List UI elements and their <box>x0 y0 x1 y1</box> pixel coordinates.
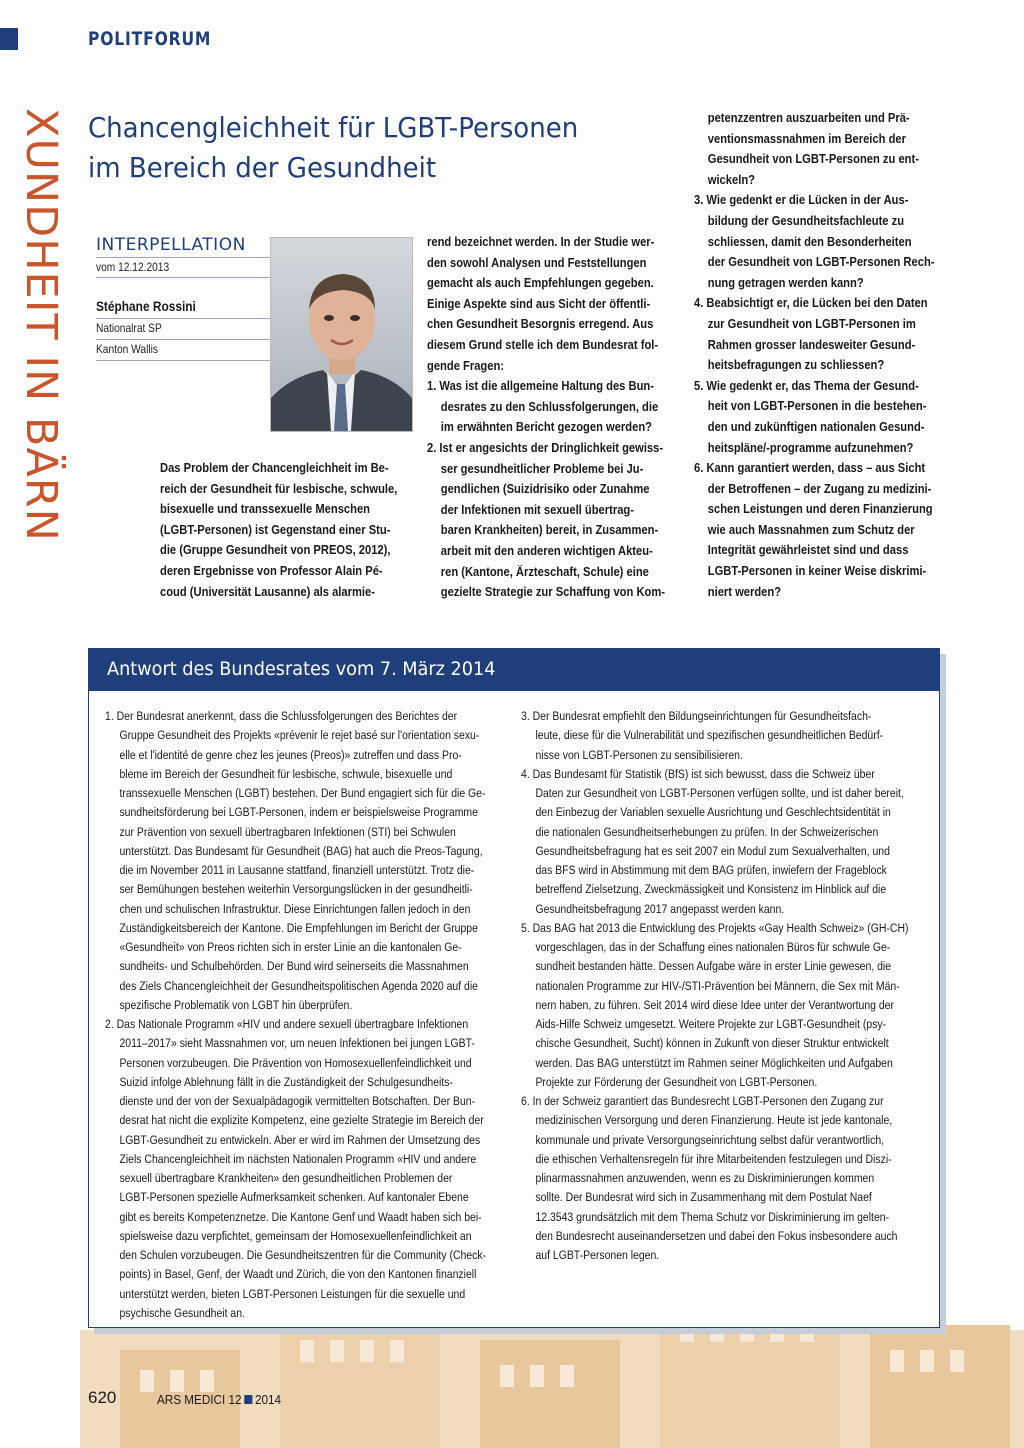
question-item: 5. Wie gedenkt er, das Thema der Gesund- <box>694 377 919 393</box>
text-line: points) in Basel, Genf, der Waadt und Zürich, die von den Kantonen finanziell <box>119 1267 477 1282</box>
answer-box-header <box>89 649 939 691</box>
vertical-column-title <box>14 108 74 542</box>
text-line: Gruppe Gesundheit des Projekts «prévenir le rejet basé sur l'orientation sexu- <box>119 728 480 743</box>
text-line: gendlichen (Suizidrisiko oder Zunahme <box>440 481 650 497</box>
answer-box-title: Antwort des Bundesrates vom 7. März 2014 <box>107 658 496 680</box>
question-item: 3. Wie gedenkt er die Lücken in der Aus- <box>694 192 909 208</box>
answer-item: 1. Der Bundesrat anerkennt, dass die Schlussfolgerungen des Berichtes der <box>105 709 458 723</box>
author-canton: Kanton Wallis <box>96 342 158 356</box>
text-line: die nationalen Gesundheitserhebungen zu prüfen. In der Schweizerischen <box>535 824 879 839</box>
text-line: coud (Universität Lausanne) als alarmie- <box>160 583 375 599</box>
text-line: sundheits- und Schulbehörden. Der Bund wird seinerseits die Massnahmen <box>119 959 469 974</box>
text-line: der Gesundheit von LGBT-Personen Rech- <box>707 254 935 270</box>
text-line: Zuständigkeitsbereich der Kantone. Die Empfehlungen im Bericht der Gruppe <box>119 920 478 935</box>
text-line: der Betroffenen – der Zugang zu medizini- <box>707 480 932 496</box>
text-line: nern haben, zu führen. Seit 2014 wird diese Idee unter der Verantwortung der <box>535 997 894 1012</box>
question-item: 1. Was ist die allgemeine Haltung des Bun- <box>427 378 654 394</box>
text-line: der Infektionen mit sexuell übertrag- <box>440 501 634 517</box>
text-line: 2011–2017» sieht Massnahmen vor, um neuen Infektionen bei jungen LGBT- <box>119 1036 475 1051</box>
answer-box <box>88 648 940 1328</box>
text-line: elle et l'identité de genre chez les jeunes (Preos)» zutreffen und dass Pro- <box>119 747 462 762</box>
text-line: den und zukünftigen nationalen Gesund- <box>707 418 925 434</box>
text-line: leute, diese für die Vulnerabilität und spezifischen gesundheitlichen Bedürf- <box>535 728 884 743</box>
text-line: deren Ergebnisse von Professor Alain Pé- <box>160 562 383 578</box>
author-role: Nationalrat SP <box>96 321 162 335</box>
text-line: Ziels Chancengleichheit im nächsten Nationalen Programm «HIV und andere <box>119 1151 477 1166</box>
text-line: nung getragen werden kann? <box>707 274 864 290</box>
text-line: gibt es bereits Kompetenznetze. Die Kantone Genf und Waadt haben sich bei- <box>119 1209 482 1224</box>
magazine-footer <box>157 1392 281 1407</box>
answer-right-column <box>521 707 919 1265</box>
text-line: (LGBT-Personen) ist Gegenstand einer Stu- <box>160 521 391 537</box>
text-line: sundheit bestanden hätte. Dessen Aufgabe wäre in erster Linie gewesen, die <box>535 959 892 974</box>
text-line: heit von LGBT-Personen in die bestehen- <box>707 398 927 414</box>
answer-item: 3. Der Bundesrat empfiehlt den Bildungseinrichtungen für Gesundheitsfach- <box>521 709 872 723</box>
text-line: die ethischen Verhaltensregeln für ihre Mitarbeitenden festzulegen und Diszi- <box>535 1151 892 1166</box>
answer-item: 6. In der Schweiz garantiert das Bundesrecht LGBT-Personen den Zugang zur <box>521 1094 884 1108</box>
answer-item: 5. Das BAG hat 2013 die Entwicklung des Projekts «Gay Health Schweiz» (GH-CH) <box>521 920 909 935</box>
text-line: dienste und der von der Sexualpädagogik vermittelten Botschaften. Der Bun- <box>119 1094 476 1108</box>
text-line: chische Gesundheit, Sucht) können in Zukunft von dieser Struktur entwickelt <box>535 1036 889 1051</box>
question-item: 2. Ist er angesichts der Dringlichkeit gewiss- <box>427 439 664 455</box>
text-line: Aids-Hilfe Schweiz umgesetzt. Weitere Projekte zur LGBT-Gesundheit (psy- <box>535 1017 887 1031</box>
text-line: Gesundheit von LGBT-Personen zu ent- <box>707 151 919 167</box>
text-line: Projekte zur Förderung der Gesundheit von LGBT-Personen. <box>535 1074 818 1089</box>
section-label: POLITFORUM <box>88 28 212 50</box>
text-line: schliessen, damit den Besonderheiten <box>707 233 912 249</box>
answer-item: 4. Das Bundesamt für Statistik (BfS) ist sich bewusst, dass die Schweiz über <box>521 766 875 781</box>
magazine-name: ARS MEDICI 12 <box>157 1392 242 1407</box>
text-line: psychische Gesundheit an. <box>119 1305 245 1320</box>
text-line: gende Fragen: <box>427 357 505 373</box>
square-separator-icon <box>244 1395 252 1404</box>
text-line: bleme im Bereich der Gesundheit für lesbische, schwule, bisexuelle und <box>119 766 453 781</box>
text-line: spezifische Problematik von LGBT hin überprüfen. <box>119 997 353 1012</box>
text-line: heitspläne/-programme aufzunehmen? <box>707 439 914 455</box>
text-line: des Ziels Chancengleichheit der Gesundheitspolitischen Agenda 2020 auf die <box>119 978 478 993</box>
text-line: niert werden? <box>707 583 782 599</box>
author-name: Stéphane Rossini <box>96 298 196 314</box>
divider <box>96 257 270 258</box>
article-title <box>88 108 658 188</box>
text-line: transsexuelle Menschen (LGBT) bestehen. Der Bund engagiert sich für die Ge- <box>119 786 486 800</box>
text-line: den Einbezug der Variablen sexuelle Ausrichtung und Geschlechtsidentität in <box>535 805 891 820</box>
text-line: sollte. Der Bundesrat wird sich in Zusammenhang mit dem Postulat Naef <box>535 1190 872 1205</box>
text-line: Integrität gewährleistet sind und dass <box>707 542 909 558</box>
text-line: desrat hat nicht die explizite Kompetenz, eine gezielte Strategie im Bereich der <box>119 1113 484 1128</box>
text-line: Gesundheitsbefragung hat es seit 2007 ein Modul zum Sexualverhalten, und <box>535 843 890 858</box>
magazine-year: 2014 <box>255 1392 282 1407</box>
text-line: plinarmassnahmen anzuwenden, wenn es zu Diskriminierungen kommen <box>535 1171 875 1185</box>
question-item: 4. Beabsichtigt er, die Lücken bei den Daten <box>694 295 928 311</box>
text-line: die im November 2011 in Lausanne stattfand, finanziell unterstützt. Trotz die- <box>119 863 475 877</box>
text-line: das BFS wird in Abstimmung mit dem BAG prüfen, inwiefern der Frageblock <box>535 863 887 877</box>
text-line: Gesundheitsbefragung 2017 angepasst werden kann. <box>535 901 785 916</box>
text-line: Daten zur Gesundheit von LGBT-Personen verfügen sollte, und ist daher bereit, <box>535 786 904 800</box>
text-line: Personen vorzubeugen. Die Prävention von Homosexuellenfeindlichkeit und <box>119 1055 472 1070</box>
portrait-illustration <box>271 238 412 431</box>
text-line: heitsbefragungen zu schliessen? <box>707 357 885 373</box>
text-line: die (Gruppe Gesundheit von PREOS, 2012), <box>160 542 391 558</box>
text-line: medizinischen Versorgung und deren Finanzierung. Heute ist jede kantonale, <box>535 1113 893 1128</box>
text-line: den Bundesrecht auseinandersetzen und dabei den Fokus insbesondere auch <box>535 1228 898 1243</box>
vertical-title-text: XUNDHEIT IN BÄRN <box>16 108 66 542</box>
divider <box>96 360 270 361</box>
text-line: spielsweise dazu verpfichtet, gemeinsam der Homosexuellenfeindlichkeit an <box>119 1228 472 1243</box>
author-photo <box>270 237 413 432</box>
text-line: wickeln? <box>707 171 755 187</box>
text-line: reich der Gesundheit für lesbische, schwule, <box>160 480 398 496</box>
text-line: petenzzentren auszuarbeiten und Prä- <box>707 110 910 125</box>
text-line: betreffend Zielsetzung, Zweckmässigkeit und Konsistenz im Hinblick auf die <box>535 882 887 897</box>
article-title-line: Chancengleichheit für LGBT-Personen <box>88 111 579 144</box>
text-line: LGBT-Gesundheit zu entwickeln. Aber er wird im Rahmen der Umsetzung des <box>119 1132 481 1147</box>
answer-item: 2. Das Nationale Programm «HIV und andere sexuell übertragbare Infektionen <box>105 1017 469 1031</box>
text-line: Einige Aspekte sind aus Sicht der öffentli- <box>427 295 651 311</box>
text-line: chen und schulischen Infrastruktur. Diese Einrichtungen fallen jedoch in den <box>119 901 471 916</box>
text-line: im erwähnten Bericht gezogen werden? <box>440 419 652 435</box>
text-line: unterstützt werden, bieten LGBT-Personen Leistungen für die sexuelle und <box>119 1286 466 1301</box>
answer-left-column <box>105 707 503 1323</box>
text-line: LGBT-Personen spezielle Aufmerksamkeit schenken. Auf kantonaler Ebene <box>119 1190 469 1205</box>
text-line: schen Leistungen und deren Finanzierung <box>707 501 933 517</box>
question-item: 6. Kann garantiert werden, dass – aus Sicht <box>694 460 926 476</box>
text-line: ser gesundheitlicher Probleme bei Ju- <box>440 460 644 476</box>
text-line: den Schulen vorzubeugen. Die Gesundheitszentren für die Community (Check- <box>119 1248 487 1262</box>
text-line: ventionsmassnahmen im Bereich der <box>707 130 906 146</box>
text-line: bisexuelle und transsexuelle Menschen <box>160 501 371 517</box>
text-line: gezielte Strategie zur Schaffung von Kom- <box>440 584 666 600</box>
article-date: vom 12.12.2013 <box>96 260 170 274</box>
text-line: baren Krankheiten) bereit, in Zusammen- <box>440 522 659 538</box>
text-line: ren (Kantone, Ärzteschaft, Schule) eine <box>440 563 649 579</box>
divider <box>96 318 270 319</box>
article-type: INTERPELLATION <box>96 235 246 255</box>
section-marker <box>0 28 18 50</box>
text-line: Das Problem der Chancengleichheit im Be- <box>160 460 389 475</box>
text-line: nationalen Programme zur HIV-/STI-Prävention bei Männern, die Sex mit Män- <box>535 978 900 993</box>
text-line: diesem Grund stelle ich dem Bundesrat fol- <box>427 336 659 352</box>
text-line: ser Bemühungen bestehen weiterhin Versorgungslücken in der gesundheitli- <box>119 882 473 897</box>
text-line: arbeit mit den anderen wichtigen Akteu- <box>440 542 653 558</box>
text-line: zur Prävention von sexuell übertragbaren Infektionen (STI) bei Schwulen <box>119 824 456 839</box>
page-number: 620 <box>88 1388 117 1407</box>
text-line: sundheitsförderung bei LGBT-Personen, indem er beispielsweise Programme <box>119 805 478 820</box>
text-line: «Gesundheit» von Preos richten sich in erster Linie an die kantonalen Ge- <box>119 940 462 954</box>
text-line: bildung der Gesundheitsfachleute zu <box>707 212 905 228</box>
text-line: 12.3543 grundsätzlich mit dem Thema Schutz vor Diskriminierung im gelten- <box>535 1209 890 1224</box>
text-line: den sowohl Analysen und Feststellungen <box>427 254 647 270</box>
article-intro <box>160 458 404 602</box>
text-line: vorgeschlagen, das in der Schaffung eines nationalen Büros für schwule Ge- <box>535 940 891 954</box>
text-line: desrates zu den Schlussfolgerungen, die <box>440 398 659 414</box>
text-line: rend bezeichnet werden. In der Studie wer- <box>427 234 655 249</box>
text-line: unterstützt. Das Bundesamt für Gesundheit (BAG) hat auch die Preos-Tagung, <box>119 843 483 858</box>
text-line: auf LGBT-Personen legen. <box>535 1248 660 1262</box>
text-line: nisse von LGBT-Personen zu sensibilisieren. <box>535 747 743 762</box>
text-line: sexuell übertragbare Krankheiten» den gesundheitlichen Problemen der <box>119 1171 453 1185</box>
text-line: chen Gesundheit Besorgnis erregend. Aus <box>427 316 654 332</box>
text-line: zur Gesundheit von LGBT-Personen im <box>707 315 916 331</box>
divider <box>96 277 270 278</box>
text-line: werden. Das BAG unterstützt im Rahmen seiner Möglichkeiten und Aufgaben <box>535 1055 893 1070</box>
text-line: kommunale und private Versorgungseinrichtung selbst dafür verantwortlich, <box>535 1132 885 1147</box>
text-line: wie auch Massnahmen zum Schutz der <box>707 521 915 537</box>
article-right-column <box>694 108 938 602</box>
text-line: Suizid infolge Ablehnung fällt in die Zuständigkeit der Schulgesundheits- <box>119 1074 453 1089</box>
article-middle-column <box>427 232 671 603</box>
text-line: LGBT-Personen in keiner Weise diskrimi- <box>707 563 927 579</box>
divider <box>96 339 270 340</box>
text-line: Rahmen grosser landesweiter Gesund- <box>707 336 916 352</box>
text-line: gemacht als auch Empfehlungen gegeben. <box>427 275 654 291</box>
article-title-line: im Bereich der Gesundheit <box>88 151 437 184</box>
